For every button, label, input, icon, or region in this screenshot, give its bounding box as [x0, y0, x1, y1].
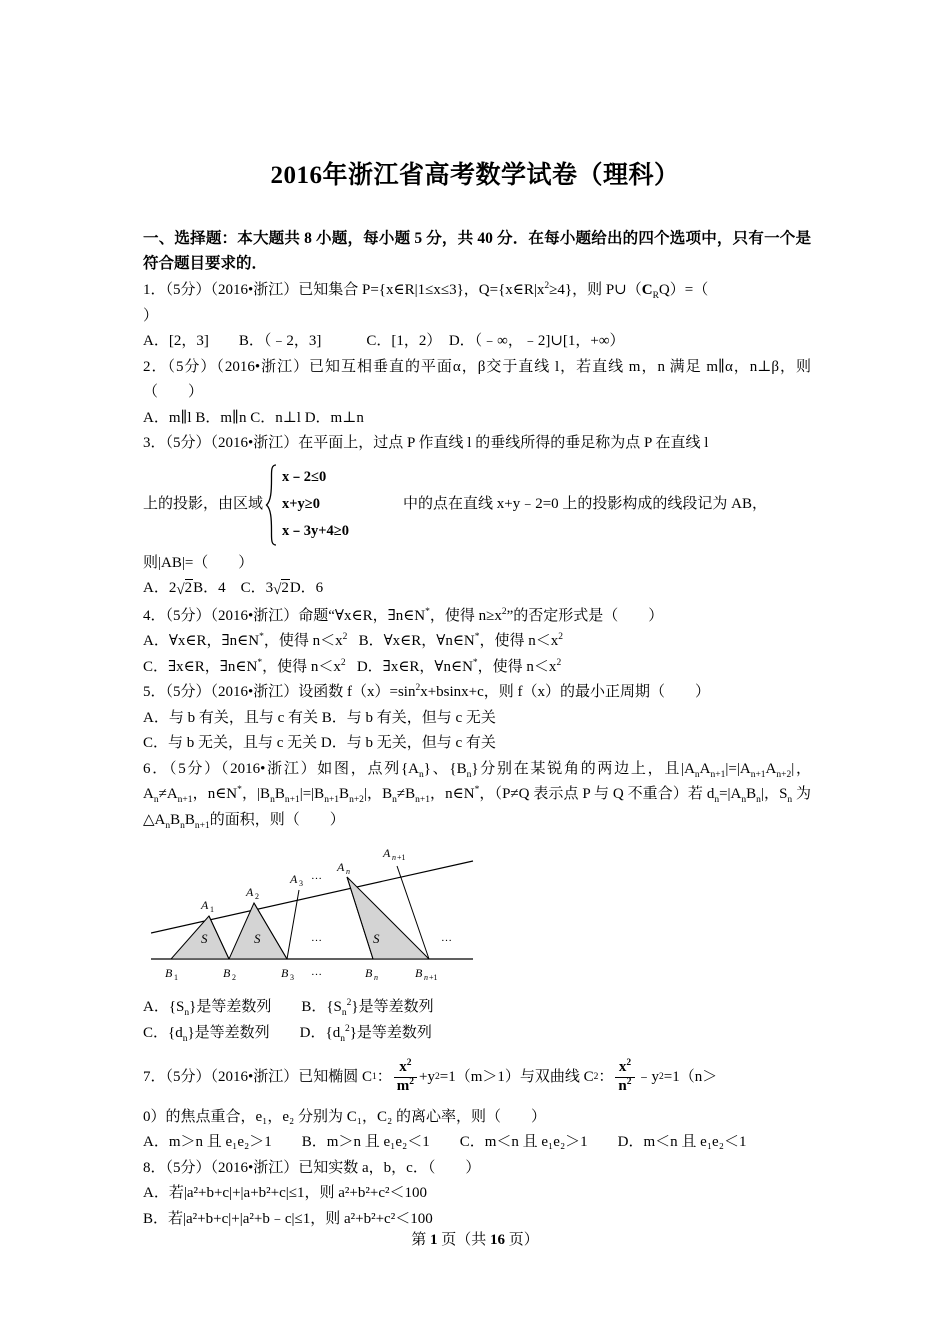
footer-suffix: 页）	[508, 1232, 539, 1248]
radical-sign: √	[176, 582, 185, 598]
question-3-options	[143, 576, 811, 604]
footer-page-number: 1	[429, 1232, 438, 1248]
page-title: 2016年浙江省高考数学试卷（理科）	[270, 162, 680, 189]
q7-frac1-den-base: m	[396, 1077, 410, 1094]
sub-n: n	[741, 795, 747, 805]
q6-option-c: C．{d	[143, 1024, 183, 1041]
question-6-figure	[151, 841, 481, 991]
question-6-options-row1	[143, 995, 811, 1021]
q7-frac1-num-base: x	[399, 1059, 407, 1075]
q7-frac2-numerator	[616, 1060, 634, 1077]
sup-2: 2	[346, 998, 352, 1008]
question-2-stem: 2．（5分）（2016•浙江）已知互相垂直的平面α，β交于直线 l，若直线 m，n 满足 m∥α，n⊥β，则（ ）	[143, 358, 811, 400]
sub-n: n	[419, 769, 424, 780]
question-3-stem-line1: 3．（5分）（2016•浙江）在平面上，过点 P 作直线 l 的垂线所得的垂足称为点 P 在直线 l	[143, 435, 709, 451]
question-7-stem-line2: 0）的焦点重合，e₁，e₂ 分别为 C₁，C₂ 的离心率，则（ ）	[143, 1108, 546, 1125]
sub-n: n	[182, 1033, 188, 1044]
sub-n1: n+1	[415, 795, 430, 805]
q3-inequality-3: x﹣3y+4≥0	[282, 523, 349, 539]
sub-n: n	[694, 769, 700, 780]
q7-colon-1: ：	[376, 1068, 392, 1085]
question-1-options: A．[2，3] B．（﹣2，3] C．[1，2） D．（﹣∞，﹣2]∪[1，+∞）	[143, 333, 625, 349]
q7-stem-part-g: =1（n＞	[663, 1068, 718, 1085]
q7-stem-part-d: =1（m＞1）与双曲线 C	[439, 1068, 594, 1085]
q4-square-1: 2	[501, 606, 507, 617]
svg-text:1: 1	[174, 973, 178, 982]
sqrt-icon	[273, 578, 290, 604]
q4-option-b-tail: ，使得 n＜x	[479, 633, 559, 649]
sub-n: n	[340, 1033, 345, 1044]
q7-frac1-den-exp: 2	[409, 1076, 415, 1087]
sub-n1: n+1	[177, 795, 193, 805]
svg-text:B: B	[365, 966, 373, 980]
sub-n2: n+2	[349, 795, 364, 805]
q1-stem-part-d: Q）=（	[658, 282, 709, 298]
q3-option-c-radicand: 2	[281, 580, 289, 596]
star-icon: *	[237, 785, 242, 795]
svg-text:S: S	[201, 931, 208, 946]
svg-text:S: S	[254, 931, 261, 946]
question-6-options-row2	[143, 1021, 811, 1047]
q7-fraction-2	[615, 1060, 634, 1095]
sub-n: n	[392, 795, 397, 805]
footer-prefix: 第	[411, 1232, 427, 1248]
sub-n: n	[165, 820, 171, 831]
svg-text:+1: +1	[429, 973, 438, 982]
q4-square-b: 2	[558, 632, 564, 642]
sub-n: n	[180, 820, 185, 831]
q6-option-b-tail: }是等差数列	[351, 999, 434, 1015]
q7-frac2-num-base: x	[618, 1059, 627, 1075]
svg-text:B: B	[281, 966, 289, 980]
question-2-options: A．m∥l B．m∥n C．n⊥l D．m⊥n	[143, 409, 364, 426]
svg-text:1: 1	[210, 905, 214, 914]
q3-option-b: B．4	[193, 580, 226, 596]
sub-n: n	[341, 1008, 347, 1018]
svg-text:n: n	[374, 973, 378, 982]
svg-text:A: A	[383, 846, 391, 860]
q3-option-d: D．6	[289, 580, 324, 596]
q7-frac2-den-exp: 2	[626, 1076, 632, 1087]
q4-option-c-tail: ，使得 n＜x	[262, 658, 341, 675]
svg-text:A: A	[290, 872, 298, 886]
q3-lead-text: 上的投影，由区域	[143, 495, 264, 512]
q4-option-d-tail: ，使得 n＜x	[477, 658, 557, 675]
q3-option-a-radicand: 2	[184, 580, 193, 596]
question-7-options: A．m＞n 且 e₁e₂＞1 B．m＞n 且 e₁e₂＜1 C．m＜n 且 e₁e₂＞1 D．m＜n 且 e₁e₂＜1	[143, 1134, 747, 1151]
q7-frac1-denominator	[394, 1078, 417, 1095]
q7-stem-part-c: +y	[419, 1068, 435, 1085]
sub-n: n	[714, 795, 720, 805]
q7-stem-part-a: 7．（5分）（2016•浙江）已知椭圆 C	[143, 1068, 373, 1085]
q4-option-a: A．∀x∈R，∃n∈N	[143, 633, 260, 649]
svg-text:3: 3	[299, 879, 303, 888]
question-8-stem: 8．（5分）（2016•浙江）已知实数 a，b，c．（ ）	[143, 1159, 481, 1176]
q4-stem-part-a: 4．（5分）（2016•浙江）命题“∀x∈R，∃n∈N	[143, 607, 426, 624]
q5-stem-part-b: x+bsinx+c，则 f（x）的最小正周期（ ）	[420, 684, 711, 700]
svg-text:A: A	[337, 860, 345, 874]
footer-total-pages: 16	[490, 1232, 505, 1248]
svg-text:+1: +1	[397, 853, 406, 862]
q4-stem-part-c: ”的否定形式是（ ）	[506, 607, 664, 624]
svg-text:2: 2	[232, 973, 236, 982]
q1-stem-close: ）	[143, 307, 159, 324]
q3-inequalities	[278, 463, 349, 547]
question-4-stem	[143, 604, 811, 630]
svg-text:S: S	[373, 931, 380, 946]
q7-frac1-num-exp: 2	[406, 1058, 412, 1068]
q6-option-a-mid: }是等差数列 B．{S	[189, 999, 342, 1015]
sup-2: 2	[344, 1023, 350, 1034]
sub-n: n	[756, 795, 761, 805]
q6-option-c-mid: }是等差数列 D．{d	[187, 1024, 341, 1041]
q4-option-d: D．∃x∈R，∀n∈N	[356, 658, 473, 675]
question-5-stem	[143, 680, 811, 706]
radical-sign: √	[273, 582, 282, 598]
svg-text:A: A	[246, 885, 254, 899]
q3-inequality-1: x﹣2≤0	[282, 469, 327, 485]
question-7-stem: 7．（5分）（2016•浙江）已知椭圆 C 1 ： $\frac{x^2}{m^2}$ +y 2 =1（m＞1）与双曲线 C 2 ： $\frac{x^2}{n^2}$ ﹣y 2 =1（n＞	[143, 1058, 718, 1094]
q3-tail-text: 中的点在直线 x+y﹣2=0 上的投影构成的线段记为 AB，	[403, 495, 768, 512]
svg-text:B: B	[223, 966, 231, 980]
q7-colon-2: ：	[598, 1068, 614, 1085]
q4-stem-part-b: ，使得 n≥x	[429, 607, 502, 624]
q3-option-c-coefficient: 3	[265, 580, 274, 596]
question-3-system-line	[143, 463, 811, 547]
question-6-stem: 6．（5分）（2016•浙江）如图，点列$\{A_n\}$、$\{B_n\}$分别在某锐角的两边上，且$|A_nA_{n+1}|=|A_{n+1}A_{n+2}|$，$A_n\ne A_{n+1}$，n∈N*，$|B_nB_{n+1}|=|B_{n+1}B_{n+2}|$，$B_n\ne B_{n+1}$，n∈N*，（P≠Q 表示点 P 与 Q 不重合）若 $d_n=|A_nB_n|$，$S_n$ 为$\triangle A_nB_nB_{n+1}$的面积，则（ ）	[143, 760, 812, 831]
sub-n1: n+1	[710, 769, 726, 780]
star-icon: *	[474, 785, 480, 795]
svg-text:3: 3	[290, 973, 294, 982]
q7-frac2-den-base: n	[618, 1077, 627, 1094]
question-1-stem	[143, 278, 811, 329]
sub-n: n	[270, 795, 275, 805]
question-5-options-row2: C．与 b 无关，且与 c 无关 D．与 b 无关，但与 c 有关	[143, 735, 496, 751]
q1-stem-part-b: ≥4}，则 P∪（	[549, 282, 642, 298]
sub-n2: n+2	[776, 769, 792, 780]
q5-stem-part-a: 5．（5分）（2016•浙江）设函数 f（x）=sin	[143, 684, 416, 700]
sqrt-icon	[176, 578, 193, 604]
svg-text:…: …	[311, 870, 322, 882]
question-8-option-b: B．若|a²+b+c|+|a²+b﹣c|≤1，则 a²+b²+c²＜100	[143, 1210, 433, 1227]
q1-exponent: 2	[544, 281, 550, 291]
footer-middle: 页（共	[441, 1232, 487, 1248]
star-icon: *	[257, 657, 263, 668]
q7-frac2-num-exp: 2	[626, 1058, 632, 1068]
svg-text:2: 2	[255, 892, 259, 901]
svg-text:B: B	[415, 966, 423, 980]
svg-text:n: n	[424, 973, 428, 982]
document-body	[143, 226, 811, 1232]
q7-fraction-1	[394, 1060, 417, 1095]
q5-square: 2	[415, 683, 421, 693]
sub-n: n	[787, 795, 793, 805]
sub-n1: n+1	[194, 820, 210, 831]
question-5-options-row1: A．与 b 有关，且与 c 有关 B．与 b 有关，但与 c 无关	[143, 709, 496, 726]
star-icon: *	[472, 657, 478, 668]
star-icon: *	[474, 632, 480, 642]
page-footer	[0, 1228, 950, 1249]
q1-stem-part-a: 1．（5分）（2016•浙江）已知集合 P={x∈R|1≤x≤3}，Q={x∈R|x	[143, 282, 545, 298]
section-heading: 一、选择题：本大题共 8 小题，每小题 5 分，共 40 分．在每小题给出的四个选项中，只有一个是符合题目要求的．	[143, 230, 811, 272]
svg-text:…: …	[311, 966, 322, 978]
q7-frac1-numerator	[396, 1060, 414, 1077]
q4-square-a: 2	[342, 632, 348, 642]
q1-complement-symbol: C	[641, 282, 653, 298]
q6-option-d-tail: }是等差数列	[349, 1024, 432, 1041]
q1-complement-subscript: R	[652, 291, 659, 301]
svg-text:B: B	[165, 966, 173, 980]
q7-stem-part-f: ﹣y	[636, 1068, 660, 1085]
q4-square-d: 2	[556, 657, 562, 668]
question-4-options-row2	[143, 655, 811, 681]
q4-star-1: *	[425, 606, 430, 617]
question-4-options-row1	[143, 629, 811, 655]
q3-option-c-label: C．	[240, 580, 266, 596]
sub-n1: n+1	[324, 795, 340, 805]
star-icon: *	[259, 632, 264, 642]
svg-text:…: …	[441, 932, 452, 944]
q4-square-c: 2	[340, 657, 346, 668]
sub-n: n	[466, 769, 472, 780]
q4-option-a-tail: ，使得 n＜x	[263, 633, 343, 649]
q7-frac2-denominator	[615, 1078, 634, 1095]
q6-option-a: A．{S	[143, 999, 185, 1015]
svg-text:…: …	[311, 932, 322, 944]
sub-n: n	[153, 795, 159, 805]
q3-inequality-system	[265, 463, 349, 547]
q3-option-a-label: A．	[143, 580, 169, 596]
svg-text:n: n	[346, 867, 350, 876]
q4-option-c: C．∃x∈R，∃n∈N	[143, 658, 258, 675]
sub-n1: n+1	[284, 795, 300, 805]
q3-option-a-coefficient: 2	[168, 580, 177, 596]
sub-n: n	[184, 1008, 190, 1018]
question-8-option-a: A．若|a²+b+c|+|a+b²+c|≤1，则 a²+b²+c²＜100	[143, 1185, 427, 1202]
q3-inequality-2: x+y≥0	[282, 496, 320, 512]
sub-n1: n+1	[750, 769, 766, 780]
svg-text:n: n	[392, 853, 396, 862]
svg-text:A: A	[201, 898, 209, 912]
question-3-ask: 则|AB|=（ ）	[143, 554, 254, 571]
left-brace-icon	[265, 463, 278, 547]
q4-option-b: B．∀x∈R，∀n∈N	[358, 633, 475, 649]
